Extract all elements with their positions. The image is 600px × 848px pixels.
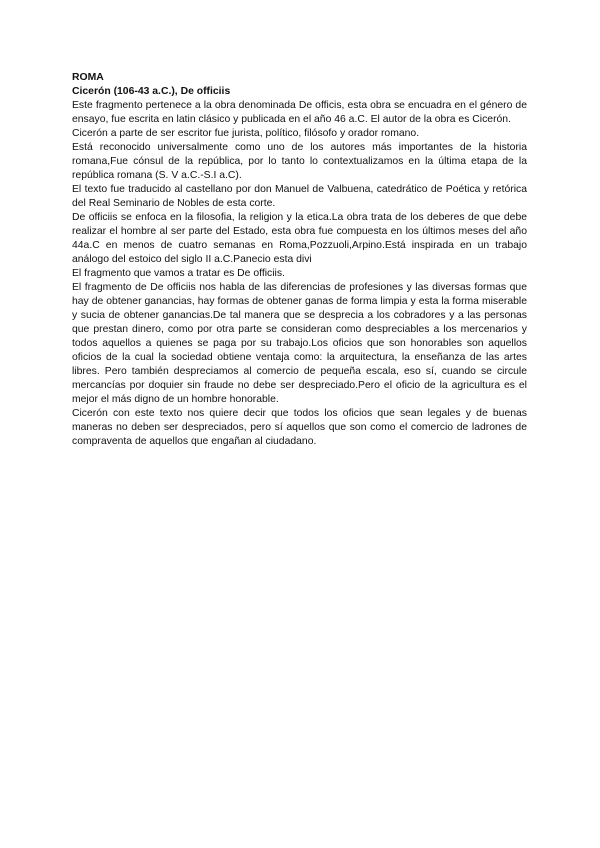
document-heading: ROMA [72, 72, 104, 83]
paragraph-fragment-intro: El fragmento que vamos a tratar es De officiis. [72, 268, 285, 279]
paragraph-author-roles: Cicerón a parte de ser escritor fue jurista, político, filósofo y orador romano. [72, 128, 420, 139]
document-page [72, 71, 527, 449]
paragraph-translation: El texto fue traducido al castellano por don Manuel de Valbuena, catedrático de Poética y retórica del Real Seminario de Nobles de esta corte. [72, 184, 527, 209]
paragraph-fragment-analysis: El fragmento de De officiis nos habla de las diferencias de profesiones y las diversas formas que hay de obtener ganancias, hay formas de obtener ganas de forma limpia y esta la forma miserable y sucia de obtener ganancias.De tal manera que se desprecia a los cobradores y a las personas que prestan dinero, como por otra parte se consideran como despreciables a los mercenarios y todos aquellos a quienes se paga por su trabajo.Los oficios que son honorables son aquellos oficios de la cual la sociedad obtiene ventaja como: la arquitectura, la enseñanza de las artes libres. Pero también despreciamos al comercio de pequeña escala, eso sí, cuando se circule mercancías por doquier sin fraude no debe ser despreciado.Pero el oficio de la agricultura es el mejor el más digno de un hombre honorable. [72, 282, 527, 405]
paragraph-introduction: Este fragmento pertenece a la obra denominada De officis, esta obra se encuadra en el género de ensayo, fue escrita en latin clásico y publicada en el año 46 a.C. El autor de la obra es Cicerón. [72, 100, 527, 125]
paragraph-context: Está reconocido universalmente como uno de los autores más importantes de la historia romana,Fue cónsul de la república, por lo tanto lo contextualizamos en la última etapa de la república romana (S. V a.C.-S.I a.C). [72, 142, 527, 181]
paragraph-conclusion: Cicerón con este texto nos quiere decir que todos los oficios que sean legales y de buenas maneras no deben ser despreciados, pero sí aquellos que son como el comercio de ladrones de compraventa de aquellos que engañan al ciudadano. [72, 408, 527, 447]
document-subheading: Cicerón (106-43 a.C.), De officiis [72, 86, 231, 97]
paragraph-work-summary: De officiis se enfoca en la filosofia, la religion y la etica.La obra trata de los deberes de que debe realizar el hombre al ser parte del Estado, esta obra fue compuesta en los últimos meses del año 44a.C en menos de cuatro semanas en Roma,Pozzuoli,Arpino.Está inspirada en un trabajo análogo del estoico del siglo II a.C.Panecio esta divi [72, 212, 527, 265]
